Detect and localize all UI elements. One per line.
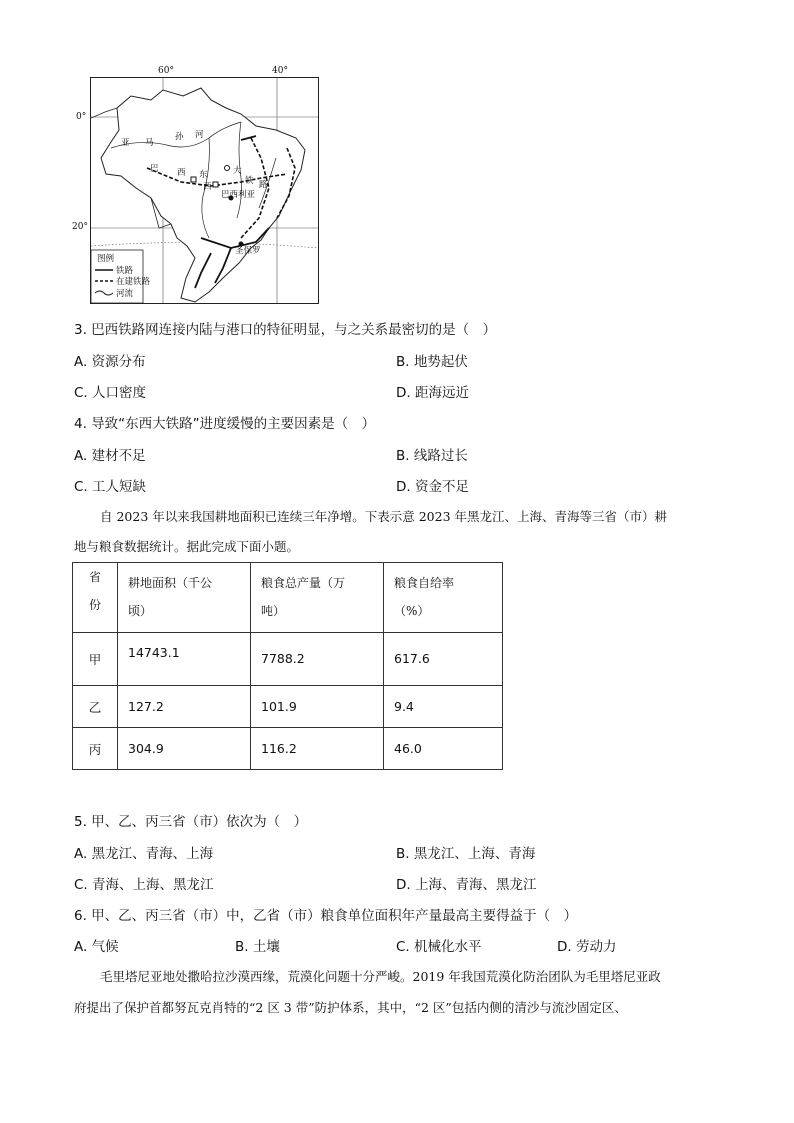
q5-option-d[interactable]: D. 上海、青海、黑龙江 xyxy=(396,877,537,893)
q6-option-b[interactable]: B. 土壤 xyxy=(235,939,280,955)
label-xun: 孙 xyxy=(175,132,184,142)
cell-name: 乙 xyxy=(73,686,118,728)
cell-rate: 617.6 xyxy=(384,633,503,686)
q6-option-c[interactable]: C. 机械化水平 xyxy=(396,939,482,955)
label-da: 大 xyxy=(233,166,242,176)
q6-stem: 6. 甲、乙、丙三省（市）中，乙省（市）粮食单位面积年产量最高主要得益于（ ） xyxy=(74,908,578,924)
passage-line-1: 毛里塔尼亚地处撒哈拉沙漠西缘，荒漠化问题十分严峻。2019 年我国荒漠化防治团队为毛里塔尼亚政 xyxy=(100,969,661,984)
header-rate: 粮食自给率 （%） xyxy=(384,563,503,633)
farmland-grain-table xyxy=(72,562,503,770)
label-ba: 巴 xyxy=(150,164,159,174)
label-ma: 马 xyxy=(145,138,154,148)
city-marker xyxy=(225,166,230,171)
intro-line-2: 地与粮食数据统计。据此完成下面小题。 xyxy=(74,539,300,554)
brazil-railway-map xyxy=(90,77,319,304)
q3-option-c[interactable]: C. 人口密度 xyxy=(74,385,147,401)
cell-output: 7788.2 xyxy=(251,633,384,686)
header-province: 省 份 xyxy=(73,563,118,633)
label-saopaulo: 圣保罗 xyxy=(235,246,261,256)
cell-output: 101.9 xyxy=(251,686,384,728)
q4-stem: 4. 导致“东西大铁路”进度缓慢的主要因素是（ ） xyxy=(74,416,376,432)
label-he: 河 xyxy=(195,130,204,140)
legend-railway-label: 铁路 xyxy=(116,266,134,276)
q6-option-d[interactable]: D. 劳动力 xyxy=(557,939,617,955)
q5-option-b[interactable]: B. 黑龙江、上海、青海 xyxy=(396,846,536,862)
cell-area: 304.9 xyxy=(118,728,251,770)
lat-label-0: 0° xyxy=(76,112,87,122)
lon-label-40: 40° xyxy=(272,66,288,76)
lon-label-60: 60° xyxy=(158,66,174,76)
q5-option-a[interactable]: A. 黑龙江、青海、上海 xyxy=(74,846,214,862)
label-dong: 东 xyxy=(199,170,208,180)
q4-option-c[interactable]: C. 工人短缺 xyxy=(74,479,147,495)
cell-area: 127.2 xyxy=(118,686,251,728)
q6-option-a[interactable]: A. 气候 xyxy=(74,939,119,955)
cell-output: 116.2 xyxy=(251,728,384,770)
q3-option-d[interactable]: D. 距海远近 xyxy=(396,385,469,401)
cell-rate: 46.0 xyxy=(384,728,503,770)
label-ya: 亚 xyxy=(121,138,130,148)
lat-label-20: 20° xyxy=(72,222,88,232)
legend-river-label: 河流 xyxy=(116,289,134,299)
q3-option-b[interactable]: B. 地势起伏 xyxy=(396,354,468,370)
table-header-row xyxy=(73,563,503,633)
passage-line-2: 府提出了保护首都努瓦克肖特的“2 区 3 带”防护体系，其中，“2 区”包括内侧的清沙与流沙固定区、 xyxy=(74,1000,627,1015)
q4-option-b[interactable]: B. 线路过长 xyxy=(396,448,468,464)
cell-area: 14743.1 xyxy=(118,633,251,686)
label-xi2: 西 xyxy=(203,182,212,192)
table-row xyxy=(73,686,503,728)
city-marker xyxy=(213,182,218,187)
q3-option-a[interactable]: A. 资源分布 xyxy=(74,354,146,370)
table-row xyxy=(73,728,503,770)
q5-option-c[interactable]: C. 青海、上海、黑龙江 xyxy=(74,877,214,893)
intro-line-1: 自 2023 年以来我国耕地面积已连续三年净增。下表示意 2023 年黑龙江、上海、青海等三省（市）耕 xyxy=(100,509,668,524)
legend-title: 图例 xyxy=(97,254,115,264)
label-brasilia: 巴西利亚 xyxy=(221,190,256,200)
legend-building-label: 在建铁路 xyxy=(116,277,151,287)
cell-name: 甲 xyxy=(73,633,118,686)
cell-rate: 9.4 xyxy=(384,686,503,728)
q5-stem: 5. 甲、乙、丙三省（市）依次为（ ） xyxy=(74,814,308,830)
header-area: 耕地面积（千公 顷） xyxy=(118,563,251,633)
cell-name: 丙 xyxy=(73,728,118,770)
q3-stem: 3. 巴西铁路网连接内陆与港口的特征明显，与之关系最密切的是（ ） xyxy=(74,322,497,338)
label-lu: 路 xyxy=(259,180,268,190)
q4-option-a[interactable]: A. 建材不足 xyxy=(74,448,146,464)
q4-option-d[interactable]: D. 资金不足 xyxy=(396,479,469,495)
label-xi1: 西 xyxy=(177,168,186,178)
city-marker xyxy=(191,177,196,182)
header-output: 粮食总产量（万 吨） xyxy=(251,563,384,633)
table-row xyxy=(73,633,503,686)
label-tie: 铁 xyxy=(245,176,254,186)
